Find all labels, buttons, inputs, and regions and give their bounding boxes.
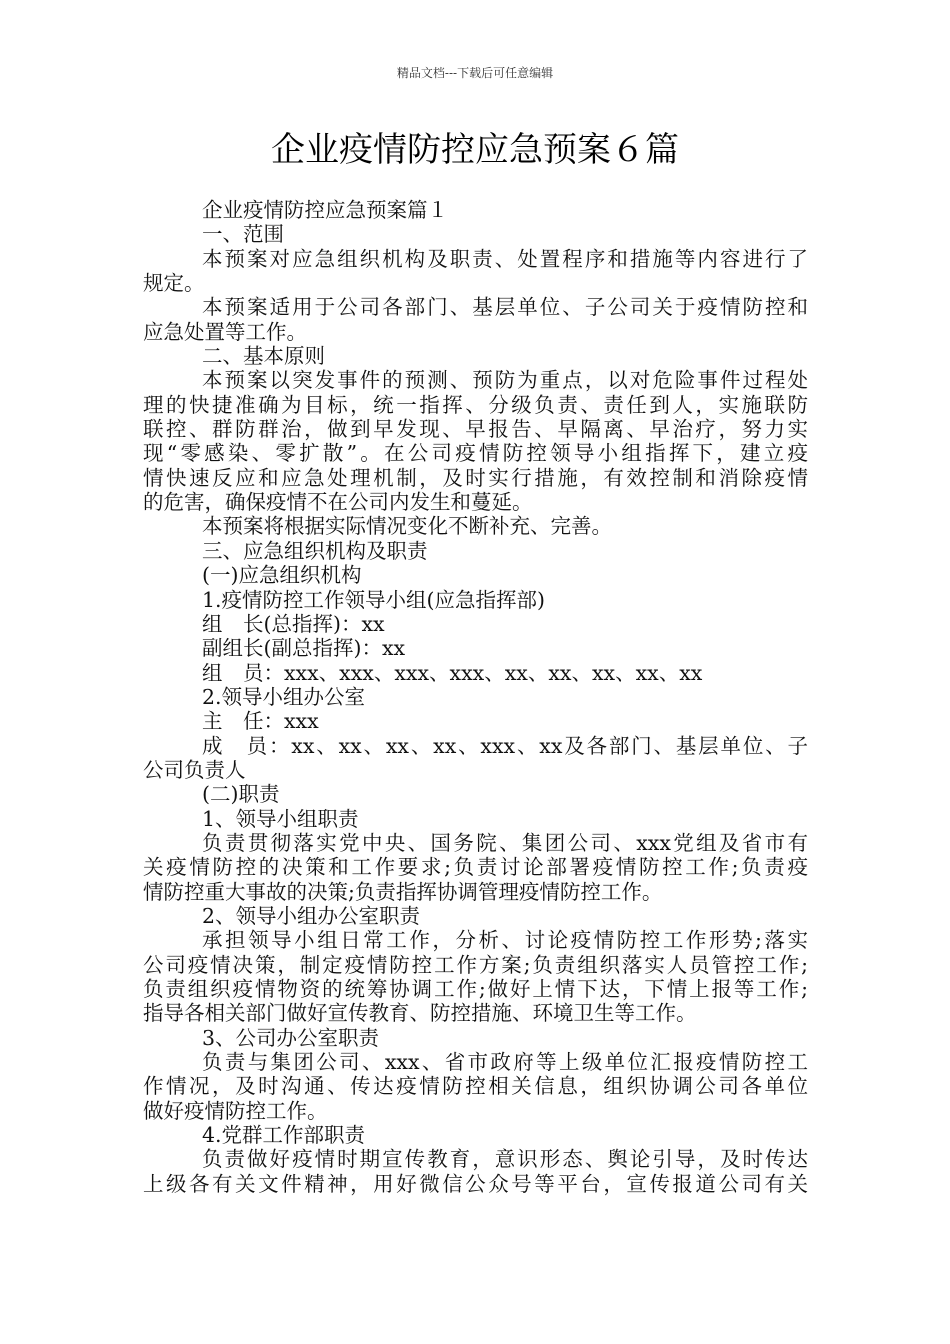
document-body: [143, 198, 808, 1196]
text-line: 公司疫情决策，制定疫情防控工作方案;负责组织落实人员管控工作;: [143, 952, 808, 977]
text-line: 2、领导小组办公室职责: [202, 903, 421, 928]
text-line: 企业疫情防控应急预案篇１: [202, 198, 448, 222]
text-line: 一、范围: [202, 222, 284, 247]
text-line: 公司负责人: [143, 757, 246, 782]
text-line: 2.领导小组办公室: [202, 684, 366, 709]
header-note: 精品文档---下载后可任意编辑: [396, 66, 554, 80]
text-line: 情快速反应和应急处理机制，及时实行措施，有效控制和消除疫情: [143, 465, 808, 490]
text-line: 负责与集团公司、xxx、省市政府等上级单位汇报疫情防控工: [202, 1050, 808, 1075]
text-line: 指导各相关部门做好宣传教育、防控措施、环境卫生等工作。: [143, 1001, 697, 1026]
text-line: 4.党群工作部职责: [202, 1123, 366, 1148]
text-line: 上级各有关文件精神，用好微信公众号等平台，宣传报道公司有关: [143, 1171, 808, 1196]
text-line: (一)应急组织机构: [202, 563, 362, 588]
text-line: 本预案适用于公司各部门、基层单位、子公司关于疫情防控和: [202, 295, 808, 320]
text-line: 现“零感染、零扩散”。在公司疫情防控领导小组指挥下，建立疫: [143, 441, 808, 466]
text-line: 1.疫情防控工作领导小组(应急指挥部): [202, 587, 546, 612]
text-line: 3、公司办公室职责: [202, 1025, 380, 1050]
text-line: 组 员：xxx、xxx、xxx、xxx、xx、xx、xx、xx、xx: [202, 660, 703, 685]
text-line: 关疫情防控的决策和工作要求;负责讨论部署疫情防控工作;负责疫: [143, 855, 808, 880]
document-title: 企业疫情防控应急预案６篇: [271, 130, 679, 170]
text-line: 应急处置等工作。: [143, 319, 307, 344]
text-line: 的危害，确保疫情不在公司内发生和蔓延。: [143, 490, 533, 515]
text-line: 副组长(副总指挥)：xx: [202, 636, 406, 661]
text-line: 负责做好疫情时期宣传教育，意识形态、舆论引导，及时传达: [202, 1147, 808, 1172]
text-line: 承担领导小组日常工作，分析、讨论疫情防控工作形势;落实: [202, 928, 808, 953]
text-line: 规定。: [143, 271, 205, 296]
text-line: 本预案以突发事件的预测、预防为重点，以对危险事件过程处: [202, 368, 808, 393]
text-line: 成 员：xx、xx、xx、xx、xxx、xx及各部门、基层单位、子: [202, 733, 808, 758]
text-line: 联控、群防群治，做到早发现、早报告、早隔离、早治疗，努力实: [143, 417, 808, 442]
text-line: 主 任：xxx: [202, 709, 319, 734]
text-line: 情防控重大事故的决策;负责指挥协调管理疫情防控工作。: [143, 879, 663, 904]
text-line: 负责贯彻落实党中央、国务院、集团公司、xxx党组及省市有: [202, 830, 808, 855]
text-line: 做好疫情防控工作。: [143, 1098, 328, 1123]
text-line: 作情况，及时沟通、传达疫情防控相关信息，组织协调公司各单位: [143, 1074, 808, 1099]
text-line: 负责组织疫情物资的统筹协调工作;做好上情下达，下情上报等工作;: [143, 977, 808, 1001]
text-line: 理的快捷准确为目标，统一指挥、分级负责、责任到人，实施联防: [143, 392, 808, 417]
text-line: 三、应急组织机构及职责: [202, 538, 428, 563]
text-line: 组 长(总指挥)：xx: [202, 611, 385, 636]
text-line: 1、领导小组职责: [202, 806, 359, 831]
text-line: 二、基本原则: [202, 344, 325, 369]
text-line: (二)职责: [202, 782, 280, 807]
text-line: 本预案对应急组织机构及职责、处置程序和措施等内容进行了: [202, 246, 808, 271]
text-line: 本预案将根据实际情况变化不断补充、完善。: [202, 514, 612, 539]
